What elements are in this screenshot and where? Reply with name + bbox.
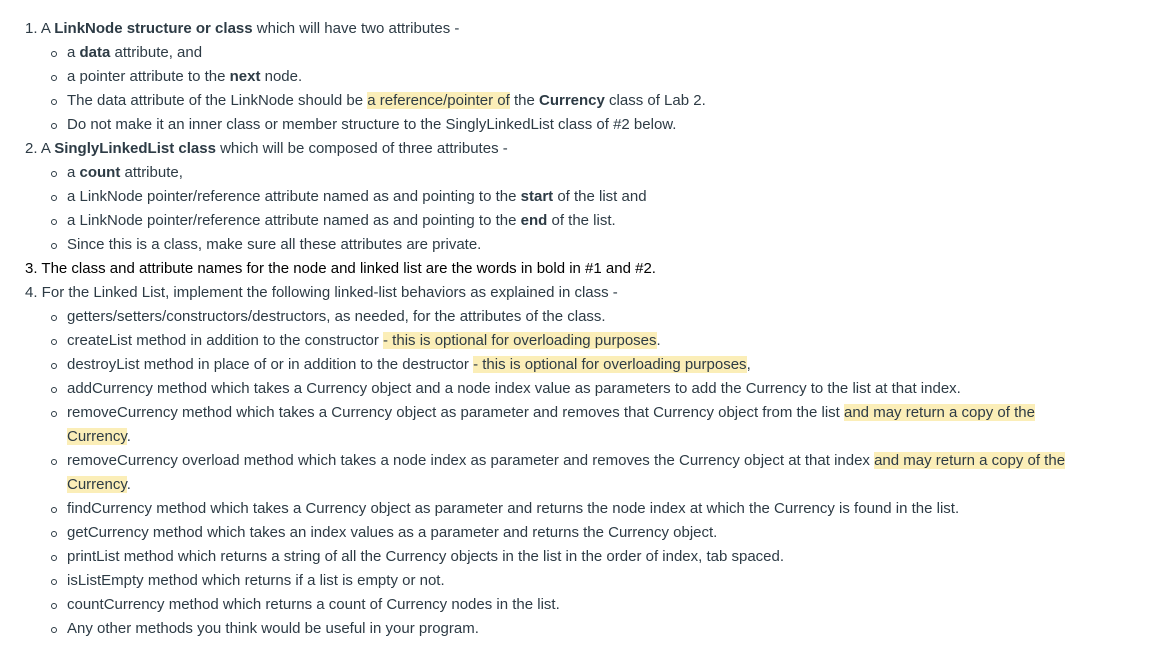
bullet-item [25, 593, 1153, 617]
bold-term: start [520, 188, 554, 205]
text-segment: printList method which returns a string of all the Currency objects in the list in the order of index, tab spaced. [67, 548, 785, 565]
text-segment: findCurrency method which takes a Currency object as parameter and returns the node index at which the Currency is found in the list. [67, 500, 960, 517]
text-segment: attribute, [120, 164, 183, 181]
bullet-item [25, 209, 1153, 233]
bullet-item [25, 89, 1153, 113]
bullet-item [25, 401, 1153, 425]
bold-term: data [79, 44, 111, 61]
text-segment: . [126, 476, 131, 493]
circle-bullet-icon [51, 507, 57, 513]
circle-bullet-icon [51, 555, 57, 561]
bullet-item [25, 305, 1153, 329]
bullet-item [25, 113, 1153, 137]
text-segment: of the list. [547, 212, 616, 229]
bold-term: Currency [539, 92, 605, 109]
circle-bullet-icon [51, 75, 57, 81]
numbered-item [25, 257, 1153, 281]
text-segment: class of Lab 2. [604, 92, 706, 109]
text-segment: , [746, 356, 751, 373]
text-segment: the [509, 92, 539, 109]
circle-bullet-icon [51, 459, 57, 465]
text-segment: . [126, 428, 131, 445]
text-segment: The data attribute of the LinkNode should be [67, 92, 368, 109]
item-number: 4. [25, 284, 38, 301]
bullet-item [25, 449, 1153, 473]
text-segment: removeCurrency overload method which takes a node index as parameter and removes the Currency object at that index [67, 452, 875, 469]
bullet-item-continuation [25, 425, 1153, 449]
bullet-item [25, 521, 1153, 545]
bullet-item [25, 353, 1153, 377]
bold-term: count [79, 164, 121, 181]
bullet-item [25, 617, 1153, 641]
text-segment: a pointer attribute to the [67, 68, 230, 85]
bold-term: LinkNode structure or class [54, 20, 253, 37]
highlighted-text: Currency [67, 428, 127, 445]
circle-bullet-icon [51, 243, 57, 249]
text-segment: a [67, 164, 80, 181]
text-segment: isListEmpty method which returns if a list is empty or not. [67, 572, 445, 589]
item-number: 2. [25, 140, 38, 157]
text-segment: a LinkNode pointer/reference attribute named as and pointing to the [67, 188, 521, 205]
bold-term: SinglyLinkedList class [54, 140, 216, 157]
text-segment: a LinkNode pointer/reference attribute named as and pointing to the [67, 212, 521, 229]
circle-bullet-icon [51, 363, 57, 369]
bullet-item [25, 329, 1153, 353]
bullet-item [25, 185, 1153, 209]
text-segment: createList method in addition to the constructor [67, 332, 384, 349]
highlighted-text: a reference/pointer of [367, 92, 510, 109]
text-segment: getters/setters/constructors/destructors, as needed, for the attributes of the class. [67, 308, 606, 325]
circle-bullet-icon [51, 579, 57, 585]
text-segment: which will be composed of three attributes - [215, 140, 508, 157]
text-segment: removeCurrency method which takes a Currency object as parameter and removes that Currency object from the list [67, 404, 844, 421]
bullet-item [25, 161, 1153, 185]
text-segment: The class and attribute names for the node and linked list are the words in bold in #1 and #2. [37, 260, 656, 277]
bullet-item [25, 41, 1153, 65]
circle-bullet-icon [51, 315, 57, 321]
highlighted-text: and may return a copy of the [844, 404, 1035, 421]
text-segment: For the Linked List, implement the following linked-list behaviors as explained in class - [37, 284, 618, 301]
bullet-item [25, 233, 1153, 257]
circle-bullet-icon [51, 51, 57, 57]
circle-bullet-icon [51, 219, 57, 225]
bold-term: next [229, 68, 261, 85]
bold-term: end [520, 212, 548, 229]
text-segment: destroyList method in place of or in addition to the destructor [67, 356, 474, 373]
circle-bullet-icon [51, 339, 57, 345]
text-segment: A [37, 140, 55, 157]
bullet-item [25, 65, 1153, 89]
text-segment: which will have two attributes - [252, 20, 460, 37]
bullet-item [25, 569, 1153, 593]
numbered-item [25, 281, 1153, 305]
text-segment: a [67, 44, 80, 61]
circle-bullet-icon [51, 195, 57, 201]
text-segment: getCurrency method which takes an index values as a parameter and returns the Currency object. [67, 524, 718, 541]
numbered-item [25, 137, 1153, 161]
circle-bullet-icon [51, 531, 57, 537]
text-segment: Since this is a class, make sure all these attributes are private. [67, 236, 482, 253]
text-segment: A [37, 20, 55, 37]
bullet-item [25, 545, 1153, 569]
circle-bullet-icon [51, 411, 57, 417]
circle-bullet-icon [51, 387, 57, 393]
item-number: 1. [25, 20, 38, 37]
highlighted-text: - this is optional for overloading purposes [473, 356, 747, 373]
bullet-item [25, 497, 1153, 521]
item-number: 3. [25, 260, 38, 277]
text-segment: . [656, 332, 661, 349]
circle-bullet-icon [51, 627, 57, 633]
text-segment: Do not make it an inner class or member structure to the SinglyLinkedList class of #2 below. [67, 116, 677, 133]
bullet-item [25, 377, 1153, 401]
highlighted-text: - this is optional for overloading purposes [383, 332, 657, 349]
text-segment: of the list and [553, 188, 647, 205]
highlighted-text: and may return a copy of the [874, 452, 1066, 469]
text-segment: Any other methods you think would be useful in your program. [67, 620, 479, 637]
circle-bullet-icon [51, 99, 57, 105]
highlighted-text: Currency [67, 476, 127, 493]
text-segment: attribute, and [110, 44, 203, 61]
text-segment: addCurrency method which takes a Currency object and a node index value as parameters to add the Currency to the list at that index. [67, 380, 961, 397]
bullet-item-continuation [25, 473, 1153, 497]
text-segment: node. [260, 68, 303, 85]
numbered-item [25, 17, 1153, 41]
circle-bullet-icon [51, 603, 57, 609]
circle-bullet-icon [51, 123, 57, 129]
text-segment: countCurrency method which returns a count of Currency nodes in the list. [67, 596, 560, 613]
circle-bullet-icon [51, 171, 57, 177]
